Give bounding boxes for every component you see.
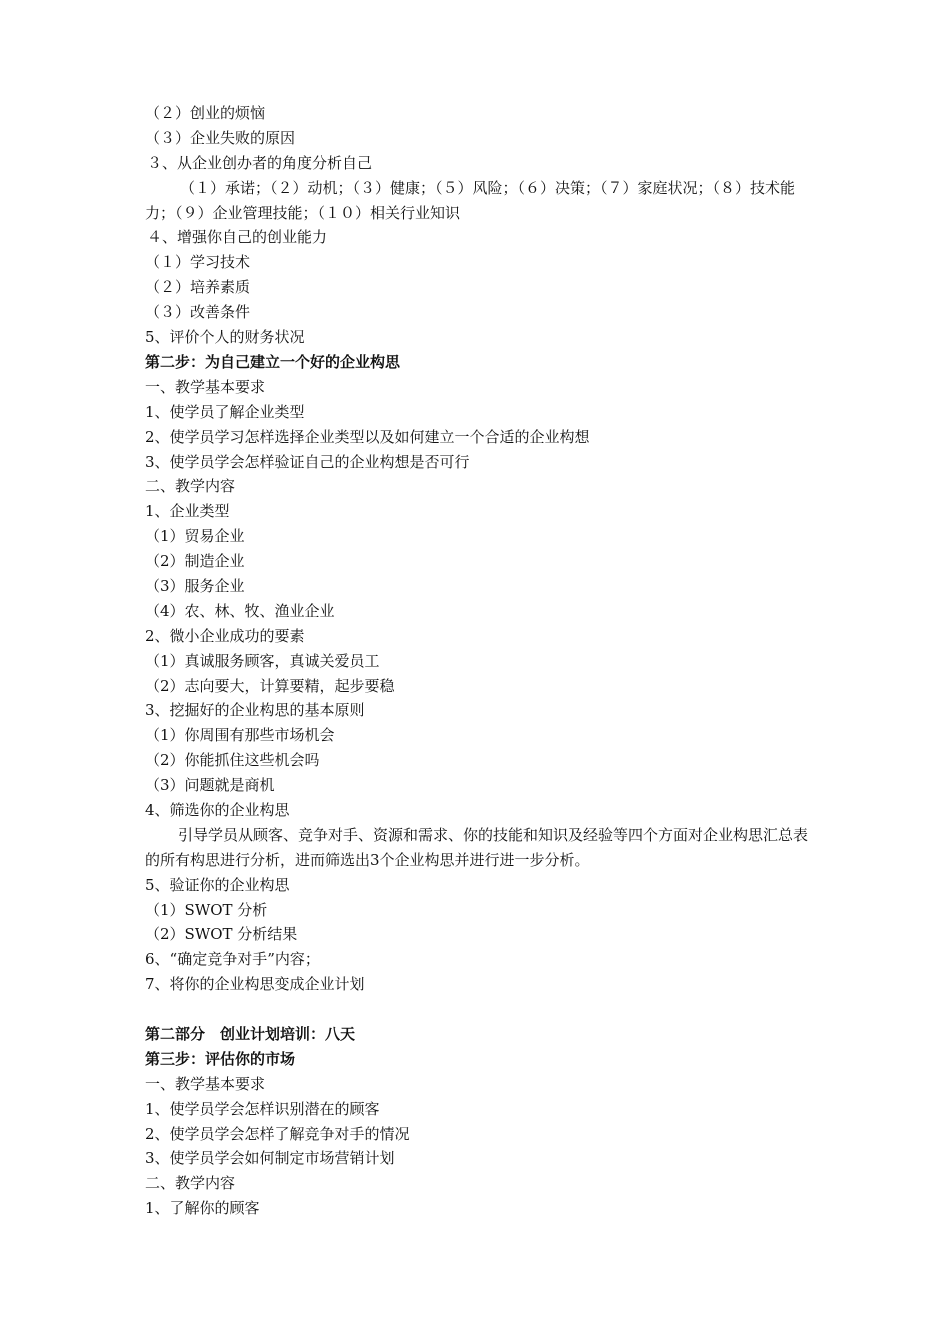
text-line: （2）志向要大，计算要精，起步要稳 bbox=[145, 676, 395, 695]
text-line: 2、微小企业成功的要素 bbox=[145, 626, 305, 645]
text-line: （１）学习技术 bbox=[145, 253, 251, 272]
text-line: 3、挖掘好的企业构思的基本原则 bbox=[145, 701, 365, 720]
text-line: 一、教学基本要求 bbox=[145, 1074, 266, 1093]
text-line: 4、筛选你的企业构思 bbox=[145, 800, 290, 819]
text-line: （1）SWOT 分析 bbox=[145, 900, 268, 919]
text-line: （2）SWOT 分析结果 bbox=[145, 925, 298, 944]
text-line: 1、使学员了解企业类型 bbox=[145, 402, 305, 421]
text-line: 1、了解你的顾客 bbox=[145, 1199, 260, 1218]
text-line: 5、验证你的企业构思 bbox=[145, 875, 290, 894]
text-line: 二、教学内容 bbox=[145, 1174, 236, 1193]
part-heading: 第二部分 创业计划培训：八天 bbox=[145, 1025, 356, 1044]
text-line: （3）问题就是商机 bbox=[145, 776, 275, 795]
section-heading: 第二步：为自己建立一个好的企业构思 bbox=[145, 352, 401, 371]
text-line: （２）培养素质 bbox=[145, 278, 251, 297]
text-line: （1）贸易企业 bbox=[145, 527, 245, 546]
text-line: （３）企业失败的原因 bbox=[145, 128, 296, 147]
text-line: ３、从企业创办者的角度分析自己 bbox=[147, 153, 373, 172]
text-line: 1、使学员学会怎样识别潜在的顾客 bbox=[145, 1099, 380, 1118]
text-line: 2、使学员学习怎样选择企业类型以及如何建立一个合适的企业构想 bbox=[145, 427, 590, 446]
text-line: （4）农、林、牧、渔业企业 bbox=[145, 601, 335, 620]
paragraph: 引导学员从顾客、竞争对手、资源和需求、你的技能和知识及经验等四个方面对企业构思汇总表的所有构思进行分析，进而筛选出3个企业构思并进行进一步分析。 bbox=[145, 825, 809, 869]
text-line: 3、使学员学会如何制定市场营销计划 bbox=[145, 1149, 395, 1168]
section-heading: 第三步：评估你的市场 bbox=[145, 1049, 296, 1068]
text-line: （2）制造企业 bbox=[145, 552, 245, 571]
text-line: （２）创业的烦恼 bbox=[145, 104, 266, 122]
paragraph: （１）承诺；（２）动机；（３）健康；（５）风险；（６）决策；（７）家庭状况；（８）技术能力；（９）企业管理技能；（１０）相关行业知识 bbox=[145, 178, 796, 222]
text-line: （３）改善条件 bbox=[145, 303, 251, 322]
text-line: 二、教学内容 bbox=[145, 477, 236, 496]
blank-line bbox=[145, 997, 810, 1022]
text-line: （3）服务企业 bbox=[145, 576, 245, 595]
text-line: 3、使学员学会怎样验证自己的企业构想是否可行 bbox=[145, 452, 470, 471]
text-line: 6、“确定竞争对手”内容； bbox=[145, 950, 320, 969]
text-line: 一、教学基本要求 bbox=[145, 377, 266, 396]
text-line: 2、使学员学会怎样了解竞争对手的情况 bbox=[145, 1124, 410, 1143]
text-line: （2）你能抓住这些机会吗 bbox=[145, 751, 320, 770]
document-body bbox=[145, 101, 810, 1221]
text-line: （1）你周围有那些市场机会 bbox=[145, 726, 335, 745]
text-line: ４、增强你自己的创业能力 bbox=[147, 228, 328, 247]
text-line: 5、评价个人的财务状况 bbox=[145, 328, 305, 347]
text-line: 7、将你的企业构思变成企业计划 bbox=[145, 975, 365, 994]
text-line: （1）真诚服务顾客，真诚关爱员工 bbox=[145, 651, 380, 670]
text-line: 1、企业类型 bbox=[145, 502, 230, 521]
